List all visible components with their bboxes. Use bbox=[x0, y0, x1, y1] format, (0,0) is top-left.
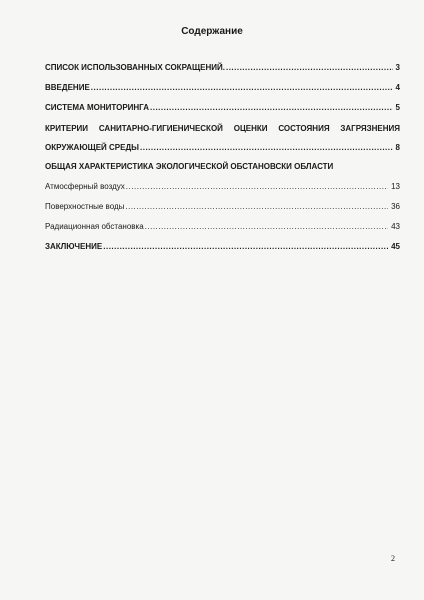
toc-entry-page: 8 bbox=[395, 143, 400, 152]
page-number: 2 bbox=[391, 554, 395, 563]
dot-leader bbox=[126, 182, 388, 191]
page-title: Содержание bbox=[181, 26, 243, 37]
toc-entry-criteria-line1[interactable]: КРИТЕРИИ САНИТАРНО-ГИГИЕНИЧЕСКОЙ ОЦЕНКИ СОСТОЯНИЯ ЗАГРЯЗНЕНИЯ bbox=[45, 124, 400, 133]
toc-entry-title: СПИСОК ИСПОЛЬЗОВАННЫХ СОКРАЩЕНИЙ. bbox=[45, 63, 225, 72]
toc-entry-page: 43 bbox=[391, 222, 400, 231]
toc-entry-introduction[interactable] bbox=[45, 83, 400, 92]
toc-entry-page: 3 bbox=[395, 63, 400, 72]
toc-entry-page: 5 bbox=[395, 103, 400, 112]
toc-entry-page: 4 bbox=[395, 83, 400, 92]
toc-entry-title: СИСТЕМА МОНИТОРИНГА bbox=[45, 103, 149, 112]
dot-leader bbox=[125, 202, 388, 211]
toc-entry-monitoring[interactable] bbox=[45, 103, 400, 112]
toc-entry-page: 36 bbox=[391, 202, 400, 211]
toc-entry-page: 13 bbox=[391, 182, 400, 191]
dot-leader bbox=[140, 143, 393, 152]
toc-entry-title: ОКРУЖАЮЩЕЙ СРЕДЫ bbox=[45, 143, 140, 152]
toc-entry-abbreviations[interactable] bbox=[45, 63, 400, 72]
toc-entry-air[interactable] bbox=[45, 182, 400, 191]
toc-entry-surface-water[interactable] bbox=[45, 202, 400, 211]
dot-leader bbox=[150, 103, 393, 112]
toc-entry-radiation[interactable] bbox=[45, 222, 400, 231]
toc-entry-conclusion[interactable] bbox=[45, 242, 400, 251]
dot-leader bbox=[226, 63, 393, 72]
toc-entry-title: ЗАКЛЮЧЕНИЕ bbox=[45, 242, 103, 251]
toc-entry-title: ОБЩАЯ ХАРАКТЕРИСТИКА ЭКОЛОГИЧЕСКОЙ ОБСТАНОВСКИ ОБЛАСТИ bbox=[45, 162, 334, 171]
toc-entry-page: 45 bbox=[391, 242, 400, 251]
toc-entry-criteria[interactable] bbox=[45, 143, 400, 152]
toc-entry-title: Радиационная обстановка bbox=[45, 222, 144, 231]
toc-entry-title: Поверхностные воды bbox=[45, 202, 125, 211]
toc-entry-title: Атмосферный воздух bbox=[45, 182, 125, 191]
dot-leader bbox=[91, 83, 393, 92]
dot-leader bbox=[103, 242, 388, 251]
dot-leader bbox=[145, 222, 388, 231]
toc-entry-title: ВВЕДЕНИЕ bbox=[45, 83, 90, 92]
toc-entry-ecology-overview[interactable] bbox=[45, 162, 400, 171]
